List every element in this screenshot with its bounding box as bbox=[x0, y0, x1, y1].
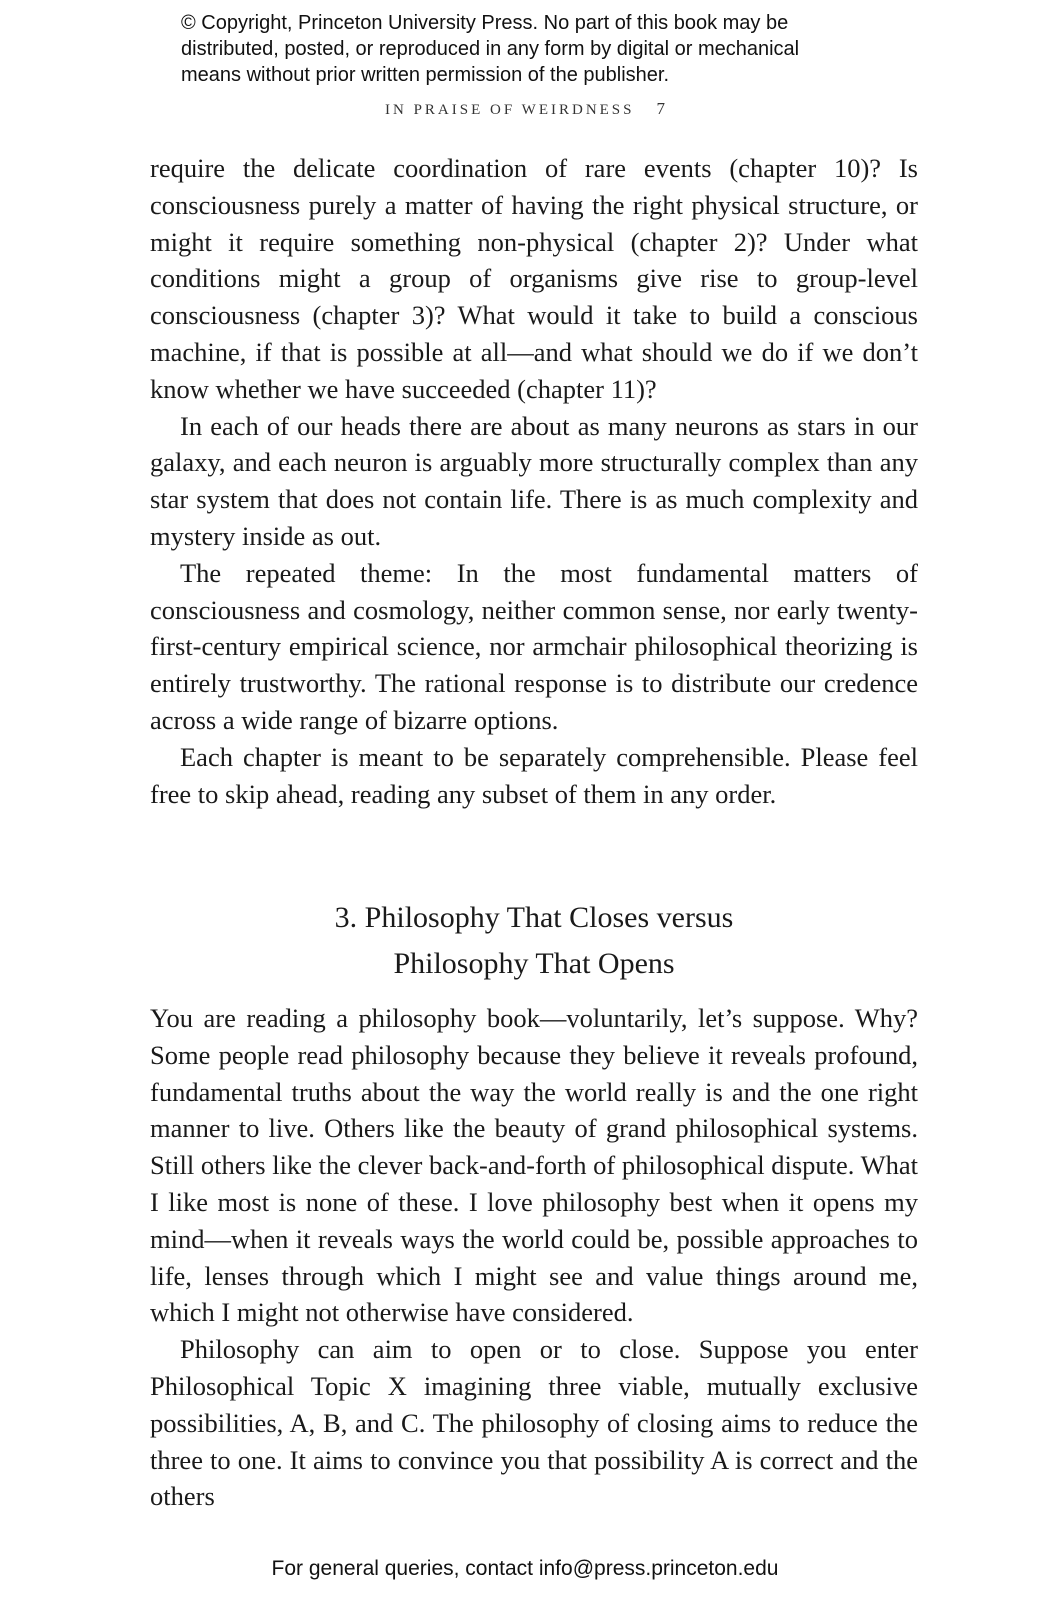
running-head bbox=[0, 99, 1050, 119]
paragraph: In each of our heads there are about as many neurons as stars in our galaxy, and each neuron is arguably more structurally complex than any star system that does not contain life. There is as much complexity and mystery inside as out. bbox=[150, 410, 918, 551]
paragraph: require the delicate coordination of rare events (chapter 10)? Is consciousness purely a matter of having the right physical structure, or might it require something non-physical (chapter 2)? Under what conditions might a group of organisms give rise to group-level consciousness (chapter 3)? What would it take to build a conscious machine, if that is possible at all—and what should we do if we don’t know whether we have succeeded (chapter 11)? bbox=[150, 153, 918, 404]
section-heading-line-2: Philosophy That Opens bbox=[393, 947, 675, 980]
section-heading-line-1: 3. Philosophy That Closes versus bbox=[334, 901, 734, 934]
copyright-line-2: distributed, posted, or reproduced in any form by digital or mechanical bbox=[181, 38, 800, 60]
paragraph: You are reading a philosophy book—voluntarily, let’s suppose. Why? Some people read philosophy because they believe it reveals profound, fundamental truths about the way the world really is and the one right manner to live. Others like the beauty of grand philosophical systems. Still others like the clever back-and-forth of philosophical dispute. What I like most is none of these. I love philosophy best when it opens my mind—when it reveals ways the world could be, possible approaches to life, lenses through which I might see and value things around me, which I might not otherwise have considered. bbox=[150, 1003, 918, 1328]
footer-contact: For general queries, contact info@press.princeton.edu bbox=[271, 1557, 779, 1580]
body-text-top bbox=[150, 150, 918, 812]
paragraph: The repeated theme: In the most fundamental matters of consciousness and cosmology, neither common sense, nor early twenty-first-century empirical science, nor armchair philosophical theorizing is entirely trustworthy. The rational response is to distribute our credence across a wide range of bizarre options. bbox=[150, 557, 918, 735]
section-heading bbox=[150, 895, 918, 987]
body-text-section bbox=[150, 1000, 918, 1515]
copyright-notice bbox=[181, 10, 901, 88]
copyright-line-1: © Copyright, Princeton University Press. No part of this book may be bbox=[181, 12, 789, 34]
page-number: 7 bbox=[656, 99, 665, 118]
running-head-title: IN PRAISE OF WEIRDNESS bbox=[385, 102, 635, 118]
paragraph: Philosophy can aim to open or to close. Suppose you enter Philosophical Topic X imagining three viable, mutually exclusive possibilities, A, B, and C. The philosophy of closing aims to reduce the three to one. It aims to convince you that possibility A is correct and the others bbox=[150, 1334, 918, 1512]
paragraph: Each chapter is meant to be separately comprehensible. Please feel free to skip ahead, reading any subset of them in any order. bbox=[150, 741, 918, 809]
copyright-line-3: means without prior written permission of the publisher. bbox=[181, 64, 670, 86]
